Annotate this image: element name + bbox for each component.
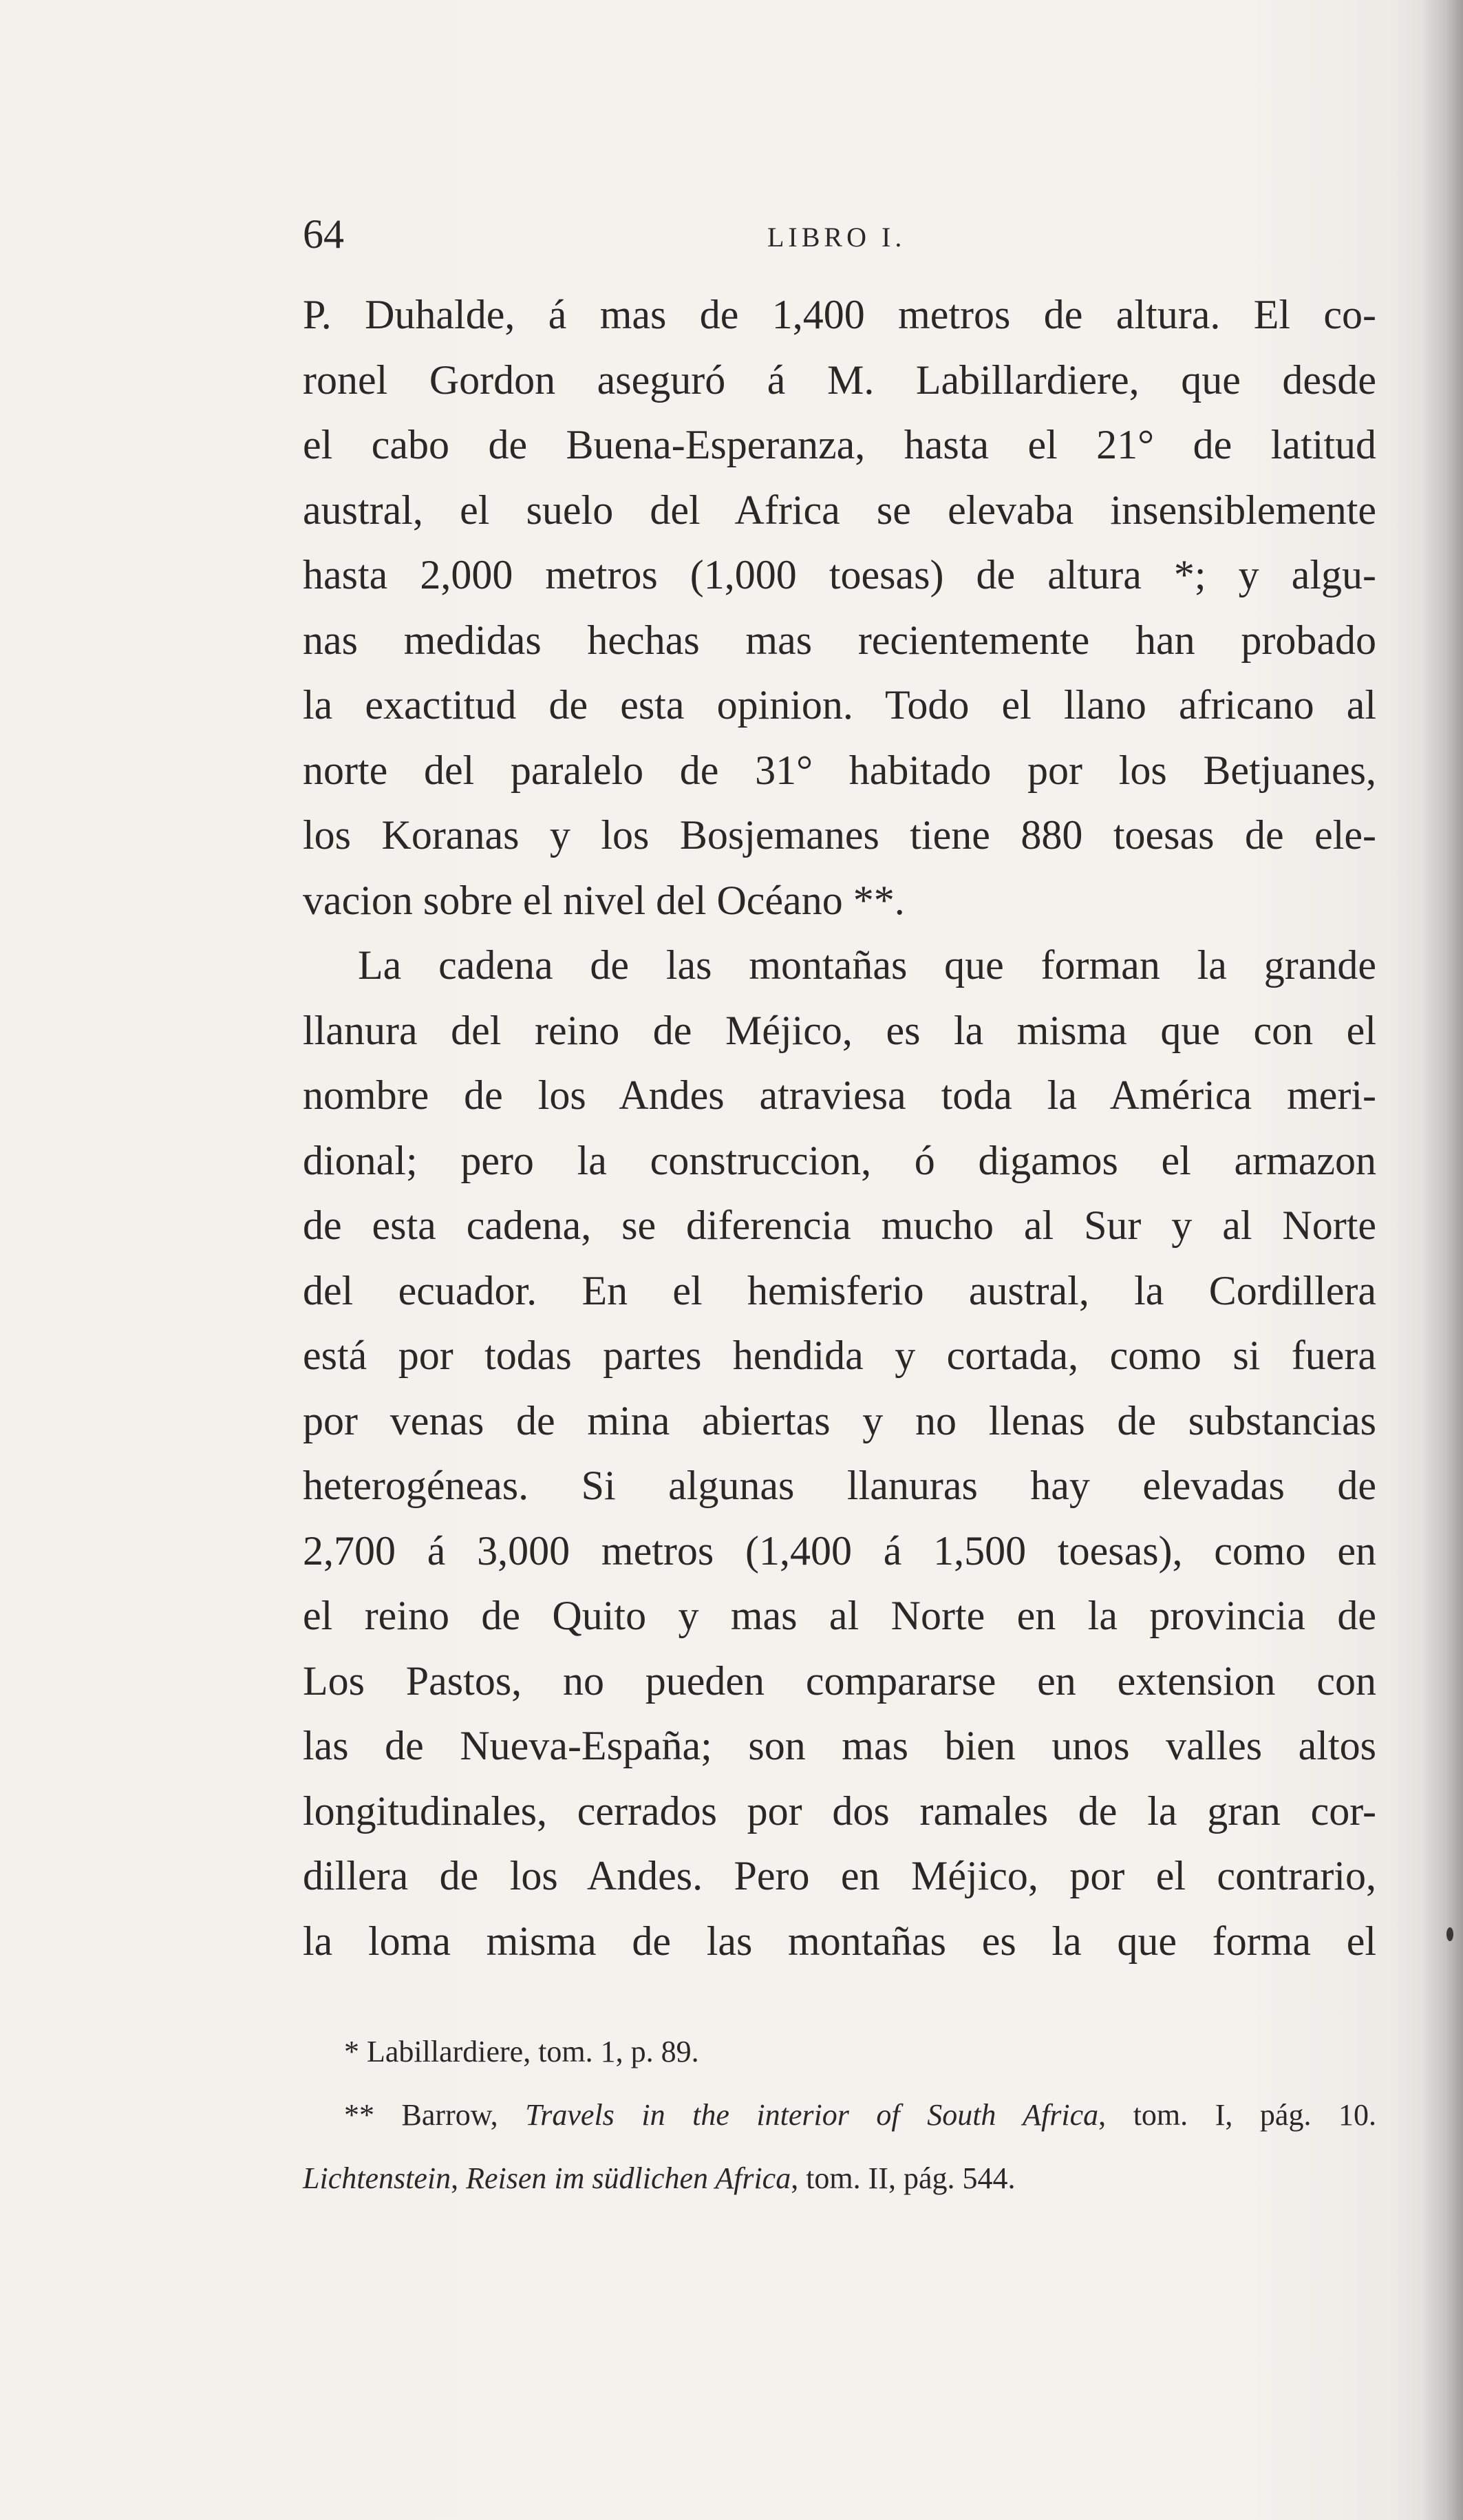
text-line: La cadena de las montañas que forman la grande	[358, 942, 1376, 988]
text-line: los Koranas y los Bosjemanes tiene 880 toesas de ele-	[303, 812, 1376, 858]
text-line: dional; pero la construccion, ó digamos el armazon	[303, 1137, 1376, 1183]
footnote-2-location: , tom. I, pág. 10.	[1098, 2098, 1376, 2132]
text-line: de esta cadena, se diferencia mucho al Sur y al Norte	[303, 1203, 1376, 1248]
text-line: el reino de Quito y mas al Norte en la provincia de	[303, 1593, 1376, 1638]
text-line: por venas de mina abiertas y no llenas de substancias	[303, 1397, 1376, 1443]
footnote-1: * Labillardiere, tom. 1, p. 89.	[344, 2035, 699, 2068]
text-line: vacion sobre el nivel del Océano **.	[303, 877, 905, 923]
text-line: nas medidas hechas mas recientemente han probado	[303, 617, 1376, 663]
footnote-3-author: Lichtenstein	[303, 2161, 451, 2195]
text-line: P. Duhalde, á mas de 1,400 metros de altura. El co-	[303, 292, 1376, 337]
footnote-2	[303, 2084, 1376, 2147]
text-line: heterogéneas. Si algunas llanuras hay elevadas de	[303, 1463, 1376, 1508]
text-line: ronel Gordon aseguró á M. Labillardiere, que desde	[303, 357, 1376, 403]
text-line: hasta 2,000 metros (1,000 toesas) de altura *; y algu-	[303, 552, 1376, 597]
footnotes	[303, 2020, 1376, 2210]
running-head: LIBRO I.	[767, 222, 906, 253]
page-header	[303, 207, 1376, 262]
text-line: las de Nueva-España; son mas bien unos valles altos	[303, 1723, 1376, 1768]
text-line: el cabo de Buena-Esperanza, hasta el 21° de latitud	[303, 422, 1376, 467]
page-edge-shadow	[1422, 0, 1463, 2520]
text-line: nombre de los Andes atraviesa toda la América meri-	[303, 1072, 1376, 1118]
text-line: longitudinales, cerrados por dos ramales de la gran cor-	[303, 1788, 1376, 1834]
text-line: norte del paralelo de 31° habitado por los Betjuanes,	[303, 747, 1376, 793]
body-text	[303, 282, 1376, 1973]
footnote-2-author: ** Barrow,	[344, 2098, 498, 2132]
text-line: del ecuador. En el hemisferio austral, la Cordillera	[303, 1267, 1376, 1313]
footnote-3-separator: ,	[451, 2161, 459, 2195]
footnote-3-title: Reisen im südlichen Africa	[466, 2161, 791, 2195]
footnote-3-location: , tom. II, pág. 544.	[791, 2161, 1016, 2195]
text-line: llanura del reino de Méjico, es la misma que con el	[303, 1007, 1376, 1053]
text-line: la loma misma de las montañas es la que forma el	[303, 1918, 1376, 1964]
text-line: Los Pastos, no pueden compararse en extension con	[303, 1658, 1376, 1704]
text-line: la exactitud de esta opinion. Todo el llano africano al	[303, 682, 1376, 728]
footnote-2-title: Travels in the interior of South Africa	[525, 2098, 1099, 2132]
text-line: está por todas partes hendida y cortada, como si fuera	[303, 1333, 1376, 1378]
page-number: 64	[303, 211, 344, 257]
text-line: 2,700 á 3,000 metros (1,400 á 1,500 toesas), como en	[303, 1527, 1376, 1574]
ink-mark	[1446, 1927, 1453, 1941]
text-line: austral, el suelo del Africa se elevaba insensiblemente	[303, 487, 1376, 533]
footnote-3	[303, 2147, 1376, 2210]
text-line: dillera de los Andes. Pero en Méjico, por el contrario,	[303, 1853, 1376, 1898]
